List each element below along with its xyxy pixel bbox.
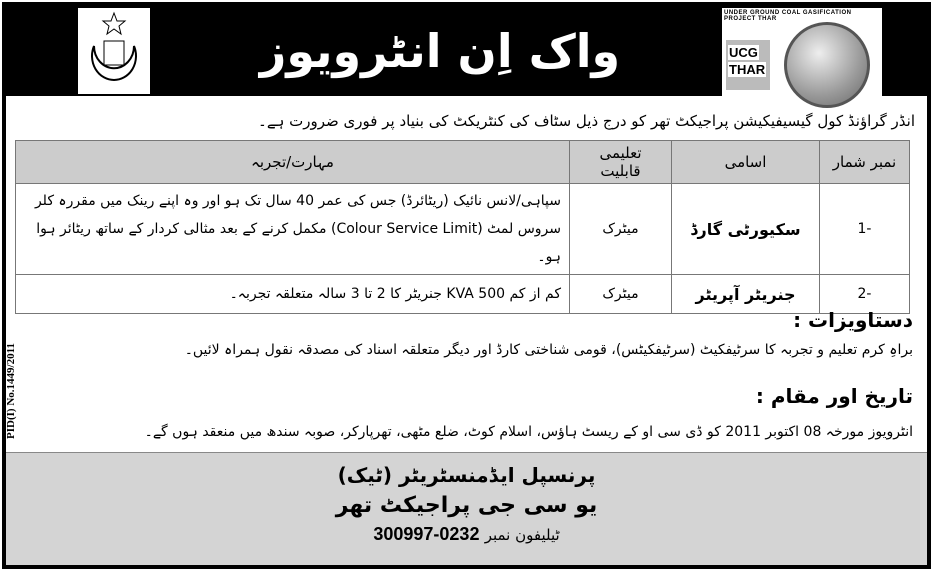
government-emblem	[78, 8, 150, 94]
globe-icon	[784, 22, 870, 108]
ucg-thar-logo	[722, 8, 882, 110]
publication-reference	[2, 330, 20, 452]
experience: کم از کم 500 KVA جنریٹر کا 2 تا 3 سالہ متعلقہ تجربہ۔	[16, 275, 570, 314]
footer-contact	[6, 452, 927, 565]
emblem-icon	[84, 11, 144, 91]
post: سکیورٹی گارڈ	[672, 184, 820, 275]
logo-thar: THAR	[729, 62, 766, 77]
phone-number: 0232-300997	[373, 524, 480, 544]
intro-text: انڈر گراؤنڈ کول گیسیفیکیشن پراجیکٹ تھر کو درج ذیل سٹاف کی کنٹریکٹ کی بنیاد پر فوری ضرورت ہے۔	[258, 112, 915, 130]
table-header-row	[16, 141, 910, 184]
footer-organization: یو سی جی پراجیکٹ تھر	[335, 493, 598, 518]
phone-label: ٹیلیفون نمبر	[484, 526, 560, 544]
col-experience: مہارت/تجربہ	[16, 141, 570, 184]
vacancies-table	[15, 140, 910, 314]
documents-text: براہِ کرم تعلیم و تجربہ کا سرٹیفکیٹ (سرٹیفکیٹس)، قومی شناختی کارڈ اور دیگر متعلقہ اسناد کی مصدقہ نقول ہمراہ لائیں۔	[184, 342, 913, 358]
post: جنریٹر آپریٹر	[672, 275, 820, 314]
experience: سپاہی/لانس نائیک (ریٹائرڈ) جس کی عمر 40 سال تک ہو اور وہ اپنے رینک میں مقررہ کلر سروس لمٹ (Colour Service Limit) مکمل کرنے کے بعد مثالی کردار کے ساتھ ریٹائر ہوا ہو۔	[16, 184, 570, 275]
education: میٹرک	[570, 275, 672, 314]
education: میٹرک	[570, 184, 672, 275]
pid-text: PID(I) No.1449/2011	[5, 343, 18, 439]
logo-ucg: UCG	[729, 45, 758, 60]
serial: -1	[820, 184, 910, 275]
serial: -2	[820, 275, 910, 314]
venue-text: انٹرویوز مورخہ 08 اکتوبر 2011 کو ڈی سی او کے ریسٹ ہاؤس، اسلام کوٹ، ضلع مٹھی، تھرپارکر، صوبہ سندھ میں منعقد ہوں گے۔	[144, 424, 913, 440]
col-post: اسامی	[672, 141, 820, 184]
footer-designation: پرنسپل ایڈمنسٹریٹر (ٹیک)	[337, 463, 596, 487]
logo-arc-text: UNDER GROUND COAL GASIFICATION PROJECT THAR	[724, 10, 852, 22]
table-row	[16, 275, 910, 314]
table-row	[16, 184, 910, 275]
venue-heading: تاریخ اور مقام :	[755, 384, 913, 408]
col-serial: نمبر شمار	[820, 141, 910, 184]
page-title: واک اِن انٹرویوز	[259, 24, 621, 78]
documents-heading: دستاویزات :	[793, 308, 913, 332]
col-education: تعلیمی قابلیت	[570, 141, 672, 184]
